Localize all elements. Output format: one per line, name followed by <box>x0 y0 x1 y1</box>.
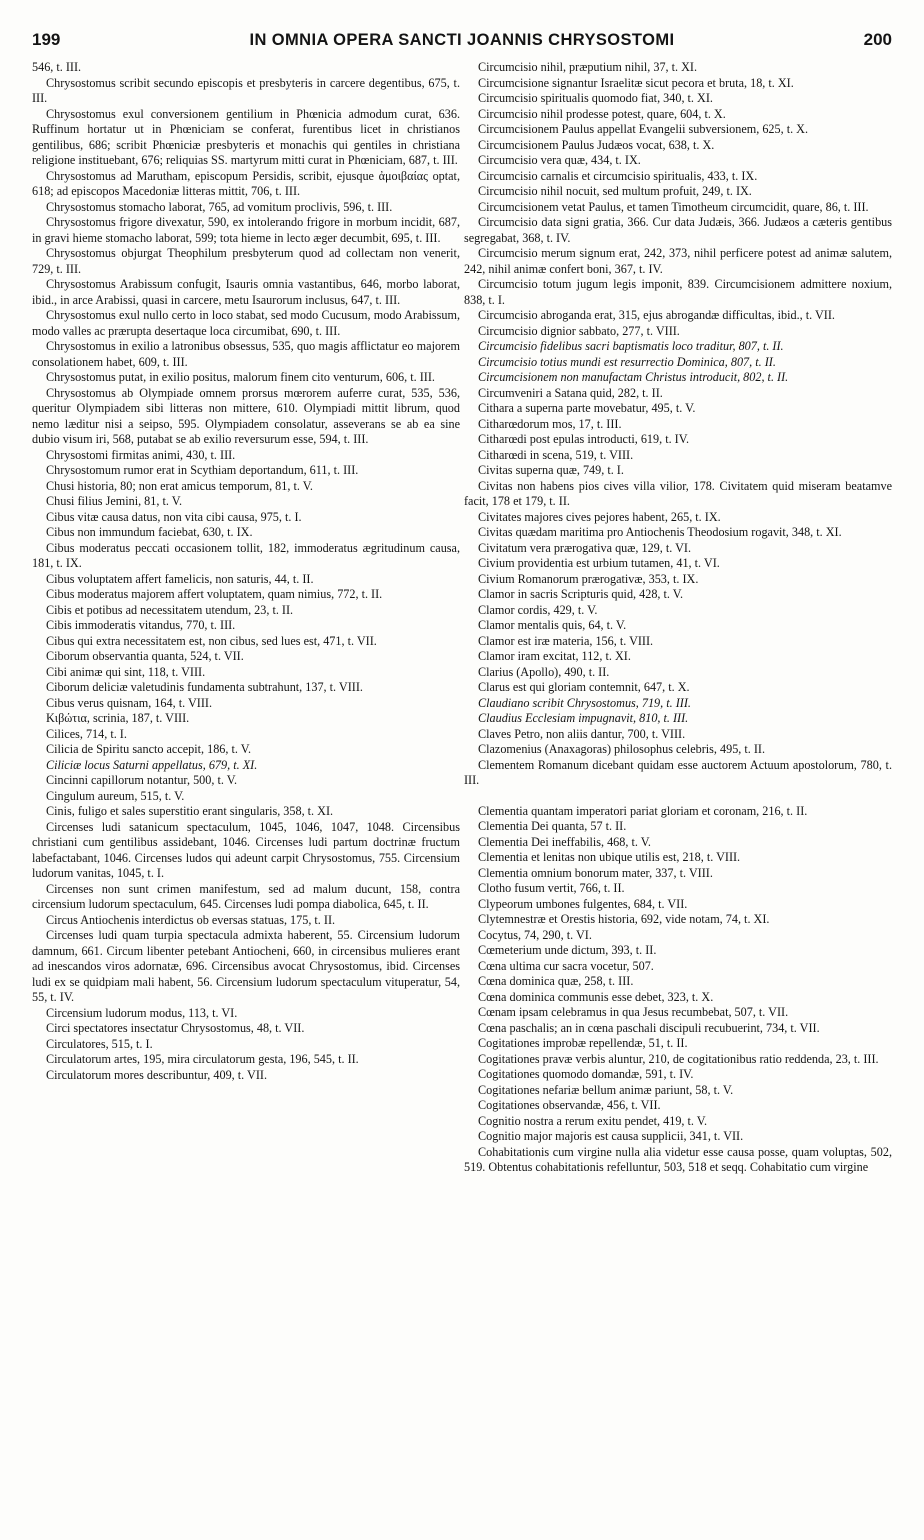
index-entry: Cincinni capillorum notantur, 500, t. V. <box>46 773 237 787</box>
index-entry: Civitatum vera prærogativa quæ, 129, t. VI. <box>478 540 692 555</box>
index-entry: Circumcisio spiritualis quomodo fiat, 340, t. XI. <box>478 91 713 105</box>
index-entry: Cibis et potibus ad necessitatem utendum, 23, t. II. <box>46 602 294 617</box>
index-entry: Κιβώτια, scrinia, 187, t. VIII. <box>46 711 190 725</box>
index-columns <box>32 60 892 1176</box>
index-entry: Chrysostomus Arabissum confugit, Isauris omnia vastantibus, 646, morbo laborat, ibid., in arce Arabissi, quasi in carcere, metu Isaurorum inclusus, 647, t. III. <box>32 277 460 307</box>
index-entry: Circumcisio nihil nocuit, sed multum profuit, 249, t. IX. <box>478 184 752 198</box>
index-entry: Cibus moderatus peccati occasionem tollit, 182, immoderatus ægritudinum causa, 181, t. IX. <box>32 540 460 570</box>
index-entry: Circulatorum mores describuntur, 409, t. VII. <box>46 1067 267 1082</box>
index-entry: Clementia Dei ineffabilis, 468, t. V. <box>478 834 651 849</box>
index-entry: Clementem Romanum dicebant quidam esse auctorem Actuum apostolorum, 780, t. III. <box>464 757 892 787</box>
index-entry: Chrysostomus ad Marutham, episcopum Persidis, scribit, ejusque ἀμοιβαίας optat, 618; ad episcopos Macedoniæ litteras mittit, 706, t. III. <box>32 168 460 198</box>
index-entry: Clamor in sacris Scripturis quid, 428, t. V. <box>478 587 684 601</box>
index-entry: Cibus qui extra necessitatem est, non cibus, sed lues est, 471, t. VII. <box>46 633 377 648</box>
index-entry: Chrysostomus frigore divexatur, 590, ex intolerando frigore in morbum incidit, 687, in gravi hieme stomacho laborat, 599; tota hieme in lecto æger decumbit, 695, t. III. <box>32 215 460 245</box>
left-page-number: 199 <box>32 30 61 49</box>
index-entry: Chrysostomum rumor erat in Scythiam deportandum, 611, t. III. <box>46 463 359 477</box>
index-entry: Clytemnestræ et Orestis historia, 692, vide notam, 74, t. XI. <box>478 912 770 926</box>
index-entry: Cogitationes nefariæ bellum animæ pariunt, 58, t. V. <box>478 1082 734 1097</box>
index-entry: Chrysostomus in exilio a latronibus obsessus, 535, quo magis afflictatur eo majorem consolationem habet, 609, t. III. <box>32 339 460 369</box>
index-entry: Circumcisio nihil prodesse potest, quare, 604, t. X. <box>478 106 726 121</box>
index-entry: Circumcisio data signi gratia, 366. Cur data Judæis, 366. Judæos a cæteris gentibus segregabat, 368, t. IV. <box>464 215 892 245</box>
index-entry: Cœna ultima cur sacra vocetur, 507. <box>478 958 654 973</box>
index-entry: Clementia omnium bonorum mater, 337, t. VIII. <box>478 865 713 880</box>
right-page-number: 200 <box>863 30 892 49</box>
index-entry: Civitates majores cives pejores habent, 265, t. IX. <box>478 509 721 524</box>
index-entry: Circumcisio vera quæ, 434, t. IX. <box>478 153 641 167</box>
index-entry: Civium Romanorum prærogativæ, 353, t. IX. <box>478 571 699 586</box>
index-entry: 546, t. III. <box>32 60 82 74</box>
index-entry: Cogitationes quomodo domandæ, 591, t. IV. <box>478 1067 694 1081</box>
index-entry: Circumcisionem vetat Paulus, et tamen Timotheum circumcidit, quare, 86, t. III. <box>478 199 869 214</box>
index-entry: Ciborum observantia quanta, 524, t. VII. <box>46 649 244 663</box>
index-entry: Clementia et lenitas non ubique utilis est, 218, t. VIII. <box>478 850 741 864</box>
index-entry: Clamor est iræ materia, 156, t. VIII. <box>478 633 654 648</box>
index-entry: Chrysostomus stomacho laborat, 765, ad vomitum proclivis, 596, t. III. <box>46 199 393 214</box>
index-entry: Chrysostomus objurgat Theophilum presbyterum quod ad collectam non venerit, 729, t. III. <box>32 246 460 276</box>
index-entry: Circumcisionem Paulus Judæos vocat, 638, t. X. <box>478 137 715 152</box>
index-entry: Circumcisio nihil, præputium nihil, 37, t. XI. <box>478 60 698 74</box>
left-column <box>32 60 460 1176</box>
index-entry: Cœna dominica quæ, 258, t. III. <box>478 974 634 988</box>
index-entry: Circumcisio carnalis et circumcisio spiritualis, 433, t. IX. <box>478 168 758 183</box>
index-entry: Ciliciæ locus Saturni appellatus, 679, t. XI. <box>46 757 258 772</box>
index-entry: Circi spectatores insectatur Chrysostomus, 48, t. VII. <box>46 1021 305 1035</box>
index-entry: Citharœdi post epulas introducti, 619, t. IV. <box>478 432 690 446</box>
index-entry: Circulatorum artes, 195, mira circulatorum gesta, 196, 545, t. II. <box>46 1052 359 1066</box>
index-entry: Cibis immoderatis vitandus, 770, t. III. <box>46 618 236 632</box>
index-entry: Circumcisionem Paulus appellat Evangelii subversionem, 625, t. X. <box>478 122 809 136</box>
index-entry: Cohabitationis cum virgine nulla alia videtur esse causa posse, quam voluptas, 502, 519. Obtentus cohabitationis refelluntur, 503, 518 et seqq. Cohabitatio cum virgine <box>464 1144 892 1174</box>
index-entry: Civitas quædam maritima pro Antiochenis Theodosium rogavit, 348, t. XI. <box>478 525 842 539</box>
index-entry: Clamor mentalis quis, 64, t. V. <box>478 618 627 632</box>
index-entry: Chrysostomus scribit secundo episcopis et presbyteris in carcere degentibus, 675, t. III. <box>32 75 460 105</box>
index-entry: Cithara a superna parte movebatur, 495, t. V. <box>478 401 696 415</box>
index-entry: Circumcisio fidelibus sacri baptismatis loco traditur, 807, t. II. <box>478 339 784 353</box>
index-entry: Clementia Dei quanta, 57 t. II. <box>478 819 627 833</box>
index-entry: Circumcisio totius mundi est resurrectio Dominica, 807, t. II. <box>478 354 776 369</box>
index-entry: Civitas superna quæ, 749, t. I. <box>478 463 624 477</box>
index-entry: Circus Antiochenis interdictus ob eversas statuas, 175, t. II. <box>46 912 336 927</box>
index-entry: Chusi filius Jemini, 81, t. V. <box>46 494 183 508</box>
index-entry: Cogitationes pravæ verbis aluntur, 210, de cogitationibus ratio reddenda, 23, t. III. <box>478 1051 879 1066</box>
index-entry: Cibus non immundum faciebat, 630, t. IX. <box>46 525 253 539</box>
index-entry: Citharœdorum mos, 17, t. III. <box>478 416 622 431</box>
running-header <box>32 30 892 56</box>
index-entry: Chrysostomus ab Olympiade omnem prorsus mœrorem auferre curat, 535, 536, queritur Olympiadem sibi litteras non mittere, 610. Olympiadi mittit librum, quod nemo læditur nisi a seipso, 595. Olympiadem consolatur, asseverans se ab ea sine dubio visum iri, 568, putabat se ab exilio reversurum esse, 594, t. III. <box>32 385 460 446</box>
index-entry: Circenses ludi satanicum spectaculum, 1045, 1046, 1047, 1048. Circensibus christiani cum gentilibus assidebant, 1046. Circenses ludi partum doctrinæ fructum labefactabant, 1046. Circenses ludos qui adeunt carpit Chrysostomus, 755. Circensium ludorum vanitas, 1045, t. I. <box>32 819 460 880</box>
index-entry: Chrysostomi firmitas animi, 430, t. III. <box>46 447 236 462</box>
index-entry: Chrysostomus putat, in exilio positus, malorum finem cito venturum, 606, t. III. <box>46 370 435 384</box>
running-title: IN OMNIA OPERA SANCTI JOANNIS CHRYSOSTOMI <box>249 31 675 49</box>
index-entry: Clypeorum umbones fulgentes, 684, t. VII. <box>478 896 688 911</box>
index-entry: Circenses ludi quam turpia spectacula admixta haberent, 55. Circensium ludorum damnum, 661. Circum libenter petebant Antiocheni, 660, in circensibus mulieres erant ad inescandos viros adornatæ, 696. Circensibus avocat Chrysostomus, ibid. Circenses ludi ex se quidpiam mali habent, 56. Circensium ludorum spectaculum vituperatur, 54, 55, t. IV. <box>32 928 460 1004</box>
index-entry: Ciborum deliciæ valetudinis fundamenta subtrahunt, 137, t. VIII. <box>46 680 363 694</box>
index-entry: Clementia quantam imperatori pariat gloriam et coronam, 216, t. II. <box>478 803 808 818</box>
index-entry: Citharœdi in scena, 519, t. VIII. <box>478 447 634 462</box>
index-entry: Cogitationes improbæ repellendæ, 51, t. II. <box>478 1036 688 1050</box>
index-entry: Cibus vitæ causa datus, non vita cibi causa, 975, t. I. <box>46 509 302 524</box>
index-entry: Cilicia de Spiritu sancto accepit, 186, t. V. <box>46 742 252 756</box>
index-entry: Cibi animæ qui sint, 118, t. VIII. <box>46 664 206 679</box>
index-entry: Cibus verus quisnam, 164, t. VIII. <box>46 695 212 710</box>
index-entry: Circulatores, 515, t. I. <box>46 1036 153 1051</box>
index-entry: Clazomenius (Anaxagoras) philosophus celebris, 495, t. II. <box>478 742 766 756</box>
index-entry: Civium providentia est urbium tutamen, 41, t. VI. <box>478 556 720 570</box>
index-entry: Clarius (Apollo), 490, t. II. <box>478 664 610 679</box>
index-entry: Circumcisionem non manufactam Christus introducit, 802, t. II. <box>478 370 789 384</box>
index-entry: Clamor cordis, 429, t. V. <box>478 602 598 617</box>
index-entry: Circumcisio dignior sabbato, 277, t. VIII. <box>478 323 680 338</box>
index-entry: Circumcisio totum jugum legis imponit, 839. Circumcisionem admittere noxium, 838, t. I. <box>464 277 892 307</box>
index-entry: Claudius Ecclesiam impugnavit, 810, t. III. <box>478 711 689 725</box>
index-entry: Cœnam ipsam celebramus in qua Jesus recumbebat, 507, t. VII. <box>478 1005 789 1019</box>
index-entry: Clarus est qui gloriam contemnit, 647, t. X. <box>478 680 690 694</box>
index-entry: Civitas non habens pios cives villa vilior, 178. Civitatem quid miseram beatamve facit, 178 et 179, t. II. <box>464 478 892 508</box>
index-entry: Cœna dominica communis esse debet, 323, t. X. <box>478 989 714 1004</box>
index-entry: Circumcisio abroganda erat, 315, ejus abrogandæ difficultas, ibid., t. VII. <box>478 308 835 322</box>
index-entry: Cognitio major majoris est causa supplicii, 341, t. VII. <box>478 1129 744 1143</box>
index-entry: Circumcisio merum signum erat, 242, 373, nihil perficere potest ad animæ salutem, 242, nihil animæ confert boni, 367, t. IV. <box>464 246 892 276</box>
index-entry: Cœmeterium unde dictum, 393, t. II. <box>478 943 657 957</box>
index-entry: Circumcisione signantur Israelitæ sicut pecora et bruta, 18, t. XI. <box>478 75 794 90</box>
index-entry: Cinis, fuligo et sales superstitio erant singularis, 358, t. XI. <box>46 804 334 818</box>
index-entry: Chrysostomus exul nullo certo in loco stabat, sed modo Cucusum, modo Arabissum, modo valles ac prærupta desertaque loca circumibat, 690, t. III. <box>32 308 460 338</box>
index-entry: Cingulum aureum, 515, t. V. <box>46 788 185 803</box>
right-column <box>464 60 892 1176</box>
index-entry: Cogitationes observandæ, 456, t. VII. <box>478 1098 661 1112</box>
index-entry: Cocytus, 74, 290, t. VI. <box>478 927 592 942</box>
index-entry: Cibus voluptatem affert famelicis, non saturis, 44, t. II. <box>46 571 314 586</box>
index-entry: Clotho fusum vertit, 766, t. II. <box>478 881 625 895</box>
index-entry: Cœna paschalis; an in cœna paschali discipuli recubuerint, 734, t. VII. <box>478 1020 820 1035</box>
index-entry: Cilices, 714, t. I. <box>46 726 127 741</box>
index-entry: Cognitio nostra a rerum exitu pendet, 419, t. V. <box>478 1113 708 1128</box>
index-entry: Claves Petro, non aliis dantur, 700, t. VIII. <box>478 726 686 741</box>
index-entry: Claudiano scribit Chrysostomus, 719, t. III. <box>478 695 691 710</box>
index-entry: Chrysostomus exul conversionem gentilium in Phœnicia admodum curat, 636. Ruffinum hortatur ut in Phœniciam se conferat, furentibus licet in christianos gentilibus, 686; scribit Phœniciæ presbyteris et monachis qui gentiles in christiana religione instituebant, 676; reliquias SS. martyrum mitti curat in Phœniciam, 687, t. III. <box>32 106 460 167</box>
index-entry: Clamor iram excitat, 112, t. XI. <box>478 649 631 663</box>
index-entry: Circumveniri a Satana quid, 282, t. II. <box>478 385 663 400</box>
index-entry: Circenses non sunt crimen manifestum, sed ad malum ducunt, 158, contra circensium ludorum spectaculum, 645. Circenses ludi pompa diabolica, 645, t. II. <box>32 881 460 911</box>
index-entry: Chusi historia, 80; non erat amicus temporum, 81, t. V. <box>46 478 313 493</box>
index-entry: Circensium ludorum modus, 113, t. VI. <box>46 1005 238 1020</box>
index-entry: Cibus moderatus majorem affert voluptatem, quam nimius, 772, t. II. <box>46 587 383 601</box>
